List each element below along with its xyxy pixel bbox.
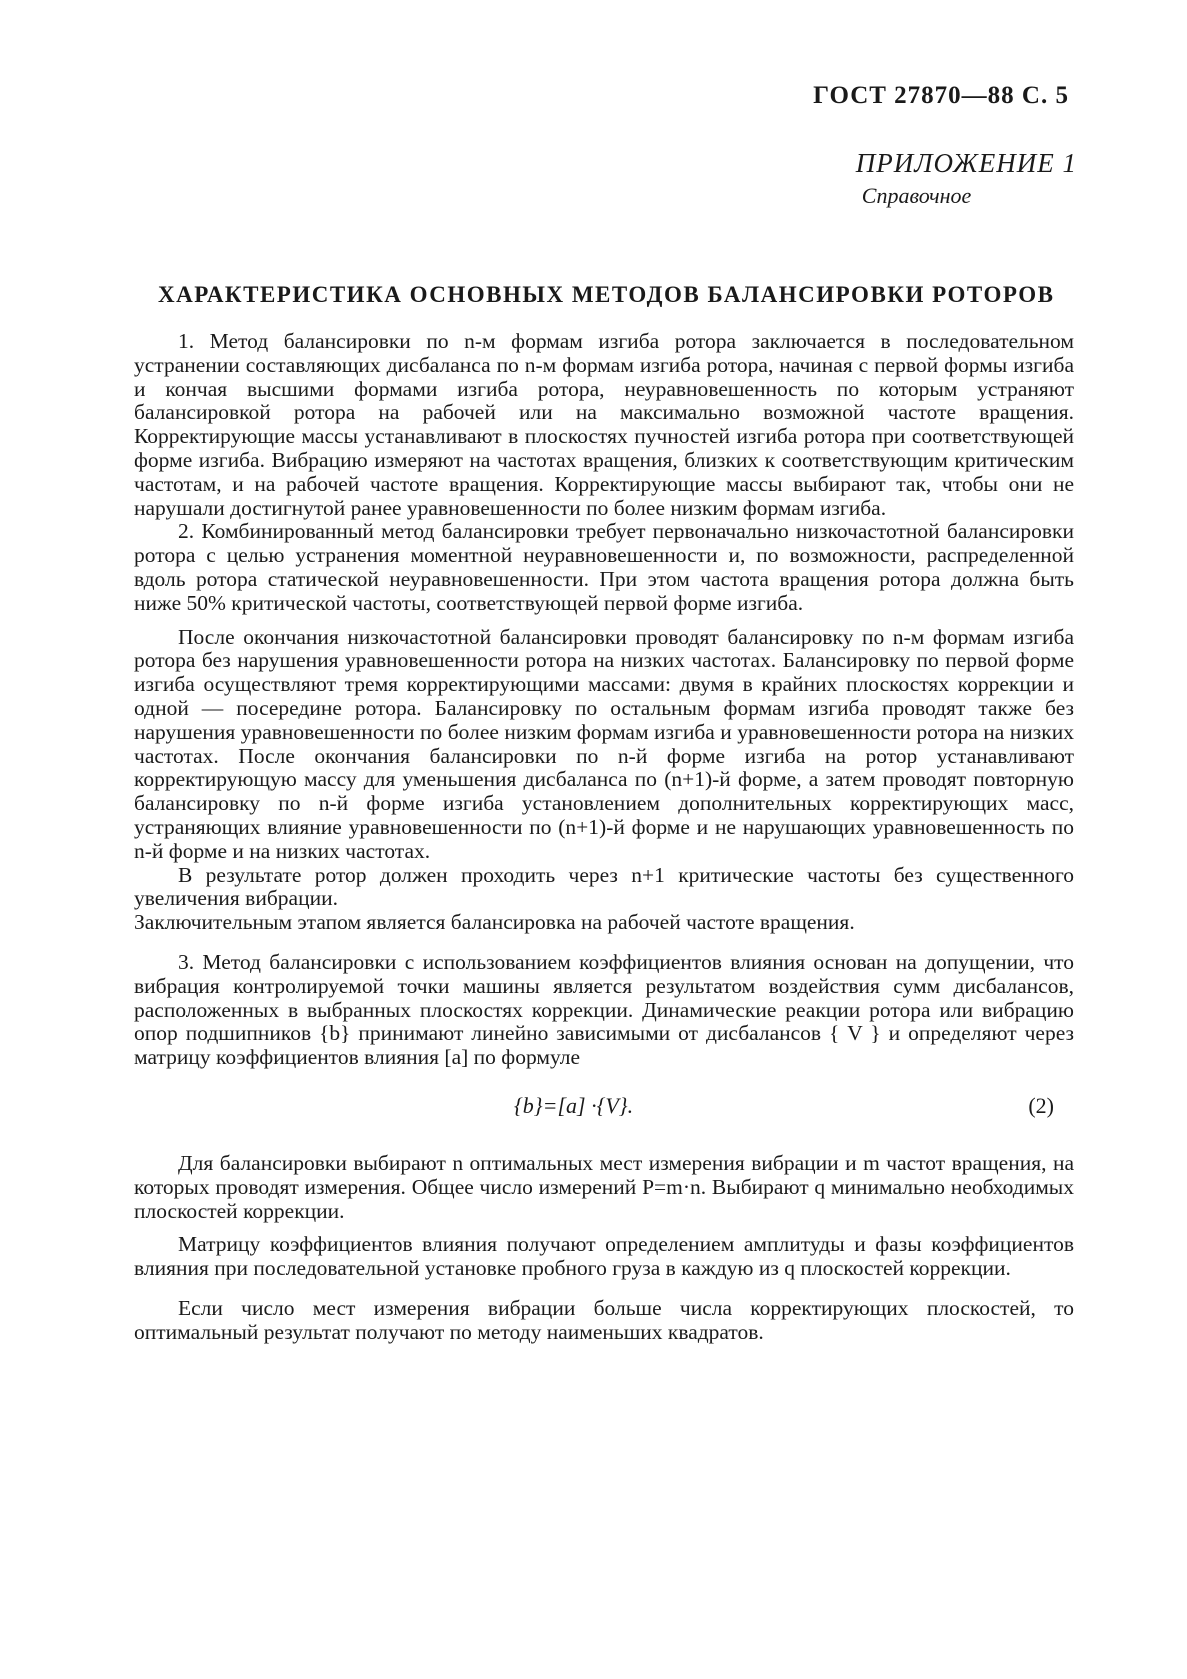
- paragraph-9: Если число мест измерения вибрации больше числа корректирующих плоскостей, то оптимальный результат получают по методу наименьших квадратов.: [134, 1295, 1074, 1344]
- paragraph-1: 1. Метод балансировки по n-м формам изгиба ротора заключается в последовательном устранении составляющих дисбаланса по n-м формам изгиба ротора, начиная с первой формы изгиба и кончая высшими формами изгиба ротора, неуравновешенность по которым устраняют балансировкой ротора на рабочей или на максимально возможной частоте вращения. Корректирующие массы устанавливают в плоскостях пучностей изгиба ротора при соответствующей форме изгиба. Вибрацию измеряют на частотах вращения, близких к соответствующим критическим частотам, и на рабочей частоте вращения. Корректирующие массы выбирают так, чтобы они не нарушали достигнутой ранее уравновешенности по более низким формам изгиба.: [134, 329, 1074, 520]
- body-text: [134, 330, 1074, 1344]
- formula-row: [134, 1084, 1074, 1132]
- paragraph-8: Матрицу коэффициентов влияния получают определением амплитуды и фазы коэффициентов влияния при последовательной установке пробного груза в каждую из q плоскостей коррекции.: [134, 1232, 1074, 1281]
- paragraph-4: В результате ротор должен проходить через n+1 критические частоты без существенного увеличения вибрации.: [134, 862, 1074, 911]
- paragraph-7: Для балансировки выбирают n оптимальных мест измерения вибрации и m частот вращения, на которых проводят измерения. Общее число измерений P=m·n. Выбирают q минимально необходимых плоскостей коррекции.: [134, 1150, 1074, 1223]
- appendix-label: [856, 148, 1077, 209]
- running-head: ГОСТ 27870—88 С. 5: [813, 82, 1069, 109]
- paragraph-6: 3. Метод балансировки с использованием коэффициентов влияния основан на допущении, что вибрация контролируемой точки машины является результатом воздействия сумм дисбалансов, расположенных в выбранных плоскостях коррекции. Динамические реакции ротора или вибрацию опор подшипников {b} принимают линейно зависимыми от дисбалансов { V } и определяют через матрицу коэффициентов влияния [a] по формуле: [134, 949, 1074, 1070]
- paragraph-3: После окончания низкочастотной балансировки проводят балансировку по n-м формам изгиба ротора без нарушения уравновешенности ротора на низких частотах. Балансировку по первой форме изгиба осуществляют тремя корректирующими массами: двумя в крайних плоскостях коррекции и одной — посередине ротора. Балансировку по остальным формам изгиба проводят также без нарушения уравновешенности по более низким формам изгиба и уравновешенности ротора на низких частотах. После окончания балансировки по n-й форме изгиба на ротор устанавливают корректирующую массу для уменьшения дисбаланса по (n+1)-й форме, а затем проводят повторную балансировку по n-й форме изгиба установлением дополнительных корректирующих масс, устраняющих влияние уравновешенности по (n+1)-й форме и не нарушающих уравновешенность по n-й форме и на низких частотах.: [134, 624, 1074, 863]
- formula-number: (2): [1028, 1092, 1054, 1118]
- appendix-subtitle: Справочное: [861, 183, 972, 208]
- appendix-title: ПРИЛОЖЕНИЕ 1: [855, 148, 1077, 178]
- formula: {b}=[a] ·{V}.: [514, 1092, 634, 1118]
- section-title: ХАРАКТЕРИСТИКА ОСНОВНЫХ МЕТОДОВ БАЛАНСИРОВКИ РОТОРОВ: [158, 282, 1055, 307]
- paragraph-2: 2. Комбинированный метод балансировки требует первоначально низкочастотной балансировки ротора с целью устранения моментной неуравновешенности и, по возможности, распределенной вдоль ротора статической неуравновешенности. При этом частота вращения ротора должна быть ниже 50% критической частоты, соответствующей первой форме изгиба.: [134, 519, 1074, 615]
- paragraph-5: Заключительным этапом является балансировка на рабочей частоте вращения.: [134, 910, 855, 935]
